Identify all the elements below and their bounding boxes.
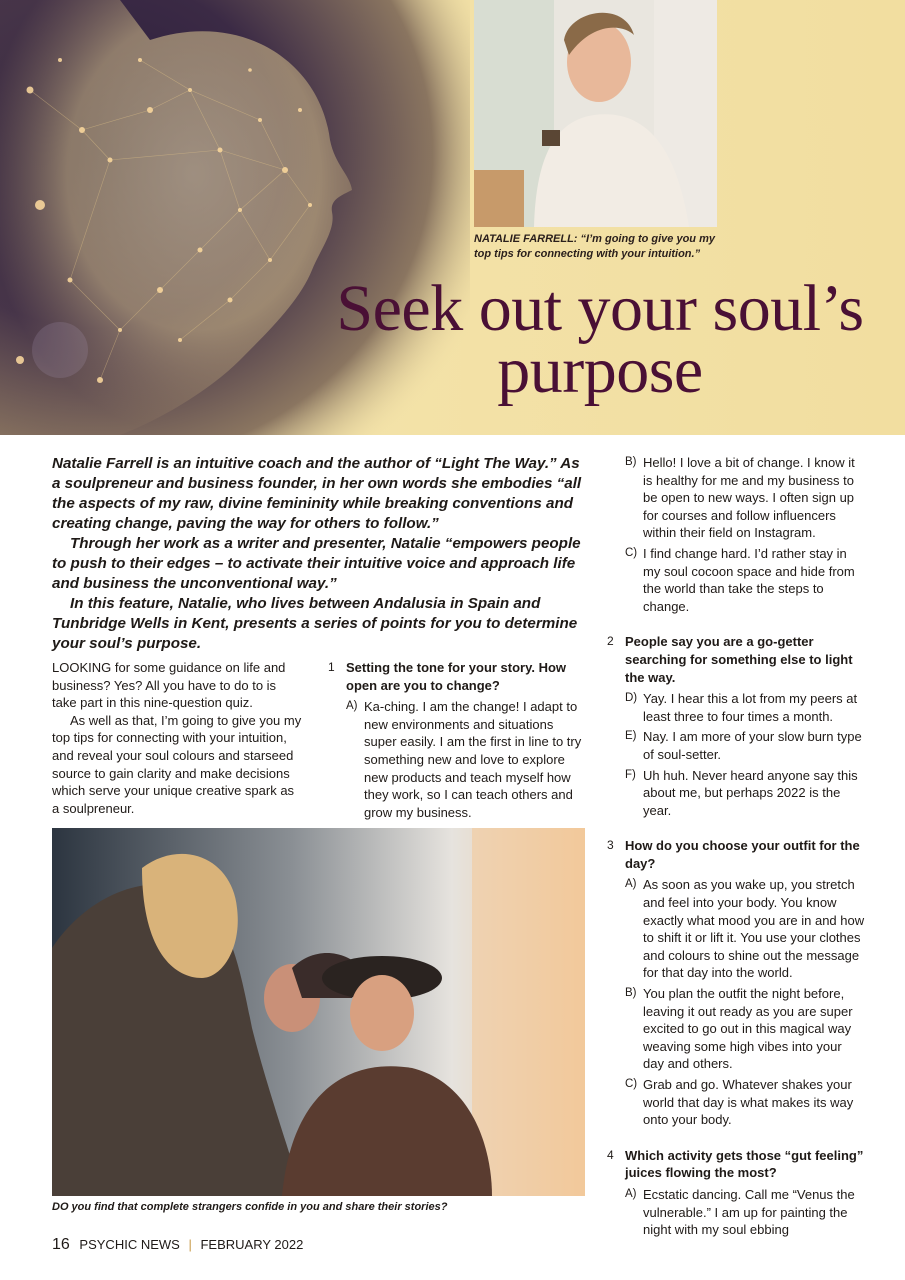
issue-date: FEBRUARY 2022 <box>200 1237 304 1252</box>
quiz-question <box>328 659 586 694</box>
option-letter: C) <box>625 546 638 559</box>
option-text: Ka-ching. I am the change! I adapt to new environments and situations super easily. I am the first in line to try something new and love to explore new products and teach myself how they work, so I can teach others and grow my business. <box>364 699 582 820</box>
option-text: As soon as you wake up, you stretch and feel into your body. You know exactly what mood you are in and how to shift it or lift it. You use your clothes and colours to shine out the message for that day into the world. <box>643 877 865 981</box>
option-letter: A) <box>625 1187 637 1200</box>
article-headline: Seek out your soul’s purpose <box>336 272 864 407</box>
option-letter: D) <box>625 692 638 705</box>
quiz-option <box>607 1076 865 1129</box>
option-letter: E) <box>625 730 637 743</box>
quiz-option <box>328 698 586 821</box>
article-standfirst <box>52 454 592 654</box>
publication-name: PSYCHIC NEWS <box>79 1237 180 1252</box>
standfirst-paragraph: In this feature, Natalie, who lives between Andalusia in Spain and Tunbridge Wells in Kent, presents a series of points for you to determine your soul’s purpose. <box>52 595 578 652</box>
question-number: 2 <box>607 634 614 649</box>
standfirst-paragraph: Through her work as a writer and presenter, Natalie “empowers people to push to their edges – to activate their intuitive voice and approach life and business the unconventional way.” <box>52 535 581 592</box>
body-paragraph: As well as that, I’m going to give you my top tips for connecting with your intuition, and reveal your soul colours and starseed source to gain clarity and make decisions which serve your unique creative spark as a soulpreneur. <box>52 712 302 816</box>
option-text: Grab and go. Whatever shakes your world that day is what makes its way onto your body. <box>643 1077 854 1128</box>
standfirst-paragraph: Natalie Farrell is an intuitive coach and the author of “Light The Way.” As a soulpreneur and business founder, in her own words she embodies “all the aspects of my raw, divine femininity while breaking conventions and creating change, paving the way for others to follow.” <box>52 455 582 532</box>
option-text: You plan the outfit the night before, leaving it out ready as you are super excited to go out in this magical way weaving some high vibes into your day and others. <box>643 986 853 1072</box>
option-text: I find change hard. I’d rather stay in my soul cocoon space and hide from the world than take the steps to change. <box>643 545 855 614</box>
question-text: People say you are a go-getter searching for something else to light the way. <box>625 634 853 685</box>
quiz-question <box>607 633 865 686</box>
natalie-farrell-portrait <box>474 0 717 227</box>
hero-banner <box>0 0 905 435</box>
friends-laughing-photo <box>52 828 585 1196</box>
quiz-option <box>607 454 865 542</box>
option-text: Yay. I hear this a lot from my peers at least three to four times a month. <box>643 691 858 724</box>
quiz-option <box>607 876 865 982</box>
quiz-option <box>607 728 865 763</box>
option-letter: F) <box>625 768 636 781</box>
quiz-option <box>607 690 865 725</box>
footer-separator: | <box>188 1237 192 1252</box>
quiz-option <box>607 985 865 1073</box>
option-text: Uh huh. Never heard anyone say this about me, but perhaps 2022 is the year. <box>643 767 858 818</box>
page-footer <box>52 1236 303 1254</box>
option-letter: A) <box>625 878 637 891</box>
photo-caption: DO you find that complete strangers confide in you and share their stories? <box>52 1201 448 1213</box>
question-number: 4 <box>607 1147 614 1162</box>
option-letter: B) <box>625 456 637 468</box>
quiz-option <box>607 545 865 615</box>
option-letter: C) <box>625 1078 638 1090</box>
question-number: 1 <box>328 660 335 674</box>
body-column-left <box>52 659 304 817</box>
question-text: How do you choose your outfit for the day? <box>625 838 860 871</box>
quiz-question <box>607 1147 865 1182</box>
question-text: Which activity gets those “gut feeling” juices flowing the most? <box>625 1147 864 1181</box>
quiz-option <box>607 767 865 820</box>
option-text: Ecstatic dancing. Call me “Venus the vulnerable.” I am up for painting the night with my soul ebbing <box>643 1186 855 1238</box>
page-number: 16 <box>52 1236 70 1253</box>
question-text: Setting the tone for your story. How open are you to change? <box>346 660 567 693</box>
option-text: Nay. I am more of your slow burn type of soul-setter. <box>643 729 862 762</box>
option-text: Hello! I love a bit of change. I know it is healthy for me and my business to be open to new ways. I often sign up for courses and follow influencers within their field on Instagram. <box>643 455 855 541</box>
quiz-column-middle <box>328 659 586 824</box>
question-number: 3 <box>607 838 614 853</box>
portrait-caption: NATALIE FARRELL: “I’m going to give you my top tips for connecting with your intuition.” <box>474 233 715 260</box>
body-paragraph: LOOKING for some guidance on life and business? Yes? All you have to do to is take part in this nine-question quiz. <box>52 660 286 711</box>
quiz-option <box>607 1186 865 1239</box>
option-letter: B) <box>625 987 637 1000</box>
quiz-question <box>607 837 865 872</box>
option-letter: A) <box>346 700 358 713</box>
quiz-column-right <box>607 454 865 1242</box>
